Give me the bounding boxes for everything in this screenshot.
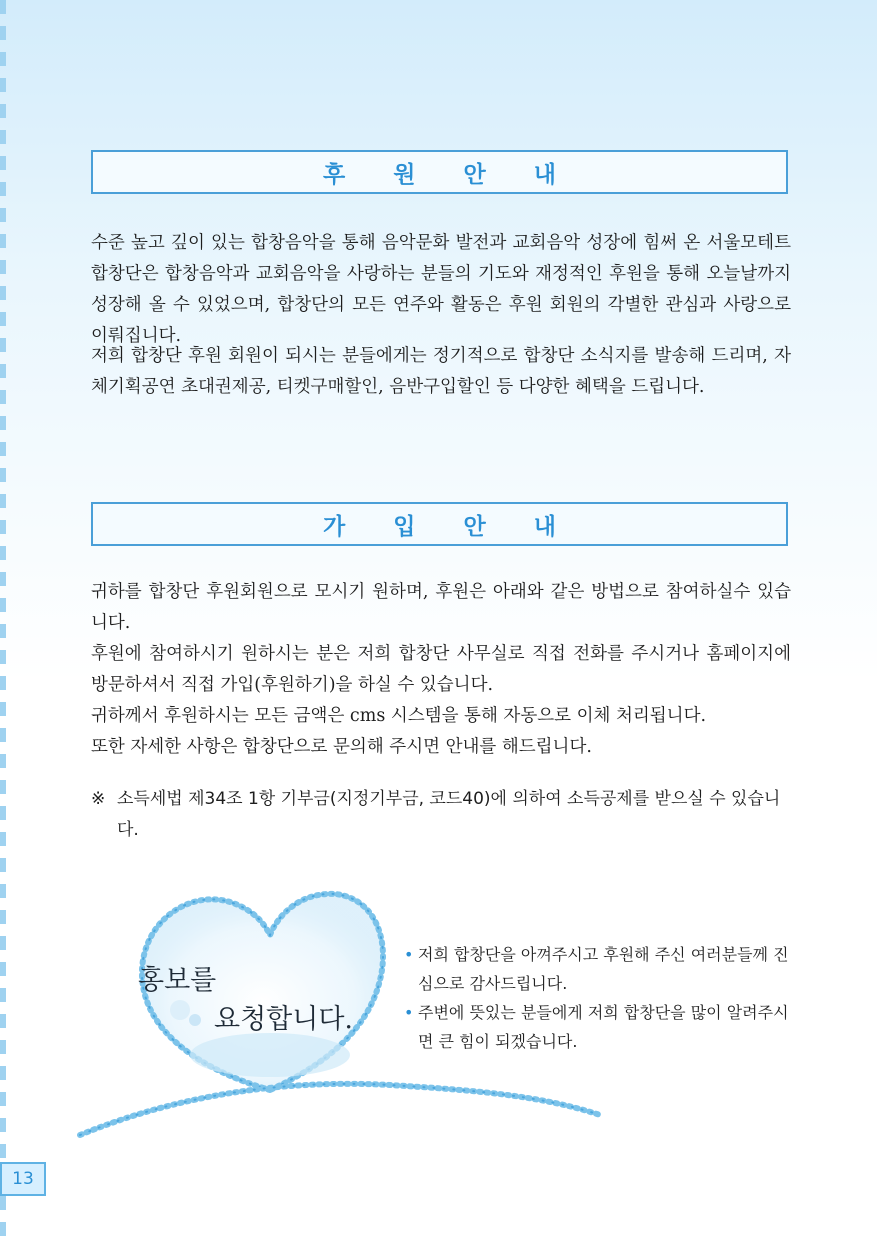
list-item: • 주변에 뜻있는 분들에게 저희 합창단을 많이 알려주시면 큰 힘이 되겠습니다. — [404, 998, 794, 1056]
list-item: • 저희 합창단을 아껴주시고 후원해 주신 여러분들께 진심으로 감사드립니다. — [404, 940, 794, 998]
membership-paragraph-4: 또한 자세한 사항은 합창단으로 문의해 주시면 안내를 해드립니다. — [91, 737, 592, 757]
promo-line-2: 요청합니다. — [214, 1004, 353, 1035]
membership-paragraph-2: 후원에 참여하시기 원하시는 분은 저희 합창단 사무실로 직접 전화를 주시거나 홈페이지에 방문하셔서 직접 가입(후원하기)을 하실 수 있습니다. — [91, 644, 791, 695]
bullet-dot-icon: • — [404, 945, 414, 964]
support-paragraph-2: 저희 합창단 후원 회원이 되시는 분들에게는 정기적으로 합창단 소식지를 발송해 드리며, 자체기획공연 초대권제공, 티켓구매할인, 음반구입할인 등 다양한 혜택을 드립니다. — [91, 346, 791, 397]
support-info-title: 후 원 안 내 — [91, 150, 788, 194]
left-margin-rule — [0, 0, 6, 1240]
bullet-dot-icon: • — [404, 1003, 414, 1022]
promo-bullet-list — [404, 940, 794, 1056]
promo-line-1: 홍보를 — [138, 965, 217, 996]
membership-info-title: 가 입 안 내 — [91, 502, 788, 546]
tax-deduction-note — [91, 784, 791, 846]
support-paragraph-1: 수준 높고 깊이 있는 합창음악을 통해 음악문화 발전과 교회음악 성장에 힘써 온 서울모테트합창단은 합창음악과 교회음악을 사랑하는 분들의 기도와 재정적인 후원을 통해 오늘날까지 성장해 올 수 있었으며, 합창단의 모든 연주와 활동은 후원 회원의 각별한 관심과 사랑으로 이뤄집니다. — [91, 233, 791, 346]
membership-paragraph-1: 귀하를 합창단 후원회원으로 모시기 원하며, 후원은 아래와 같은 방법으로 참여하실수 있습니다. — [91, 582, 791, 633]
membership-paragraph-3: 귀하께서 후원하시는 모든 금액은 cms 시스템을 통해 자동으로 이체 처리됩니다. — [91, 706, 707, 726]
reference-mark: ※ — [91, 789, 106, 809]
page-number: 13 — [0, 1162, 46, 1196]
tax-deduction-text: 소득세법 제34조 1항 기부금(지정기부금, 코드40)에 의하여 소득공제를 받으실 수 있습니다. — [117, 789, 781, 840]
